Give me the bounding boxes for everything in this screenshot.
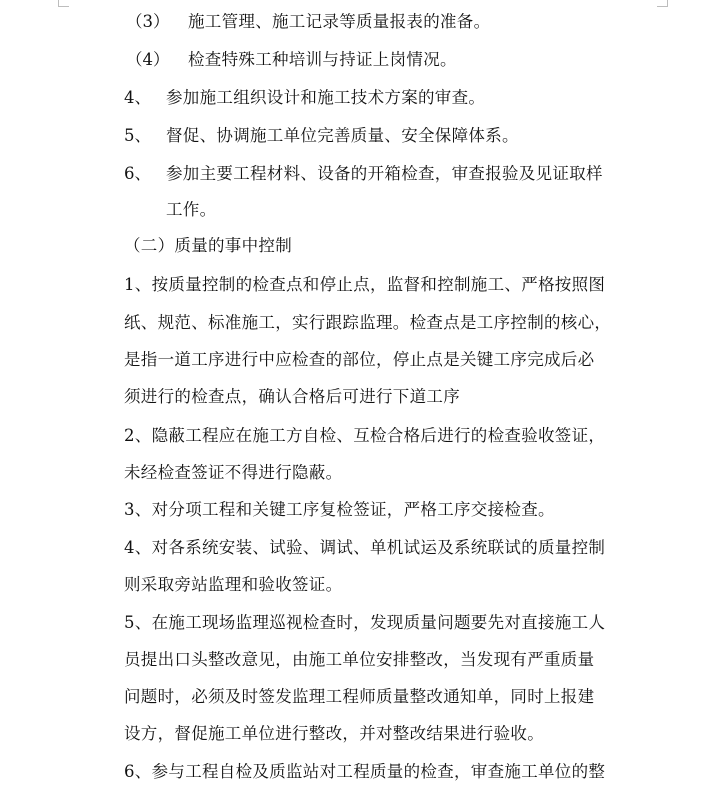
paragraph-line: 1、按质量控制的检查点和停止点，监督和控制施工、严格按照图 bbox=[124, 275, 606, 294]
paragraph-line: 纸、规范、标准施工，实行跟踪监理。检查点是工序控制的核心， bbox=[124, 313, 612, 332]
list-item-text-continuation: 工作。 bbox=[166, 200, 217, 219]
list-item-text: 参加施工组织设计和施工技术方案的审查。 bbox=[166, 88, 486, 107]
paragraph-line: 3、对分项工程和关键工序复检签证，严格工序交接检查。 bbox=[124, 500, 555, 519]
list-item-text: 督促、协调施工单位完善质量、安全保障体系。 bbox=[166, 126, 519, 145]
paragraph-line: 6、参与工程自检及质监站对工程质量的检查，审查施工单位的整 bbox=[124, 762, 606, 781]
paragraph-line: 是指一道工序进行中应检查的部位，停止点是关键工序完成后必 bbox=[124, 350, 595, 369]
paragraph-line: 4、对各系统安装、试验、调试、单机试运及系统联试的质量控制 bbox=[124, 538, 606, 557]
list-item-number: 6、 bbox=[124, 164, 151, 183]
paragraph-line: 员提出口头整改意见，由施工单位安排整改，当发现有严重质量 bbox=[124, 650, 595, 669]
section-heading: （二）质量的事中控制 bbox=[124, 236, 292, 255]
paragraph-line: 则采取旁站监理和验收签证。 bbox=[124, 575, 343, 594]
paragraph-line: 问题时，必须及时签发监理工程师质量整改通知单，同时上报建 bbox=[124, 687, 595, 706]
list-item-text: 参加主要工程材料、设备的开箱检查，审查报验及见证取样 bbox=[166, 164, 603, 183]
paragraph-line: 未经检查签证不得进行隐蔽。 bbox=[124, 463, 343, 482]
list-item-text: 检查特殊工种培训与持证上岗情况。 bbox=[188, 50, 457, 69]
paragraph-line: 设方，督促施工单位进行整改，并对整改结果进行验收。 bbox=[124, 724, 544, 743]
paragraph-line: 须进行的检查点，确认合格后可进行下道工序 bbox=[124, 387, 460, 406]
list-item-number: 5、 bbox=[124, 126, 151, 145]
list-item-text: 施工管理、施工记录等质量报表的准备。 bbox=[188, 12, 491, 31]
margin-corner-mark-left bbox=[58, 0, 69, 7]
list-item-number: 4、 bbox=[124, 88, 151, 107]
paragraph-line: 2、隐蔽工程应在施工方自检、互检合格后进行的检查验收签证， bbox=[124, 426, 606, 445]
list-item-number: （4） bbox=[126, 50, 170, 69]
list-item-number: （3） bbox=[126, 12, 170, 31]
paragraph-line: 5、在施工现场监理巡视检查时，发现质量问题要先对直接施工人 bbox=[124, 613, 606, 632]
margin-corner-mark-right bbox=[657, 0, 668, 7]
